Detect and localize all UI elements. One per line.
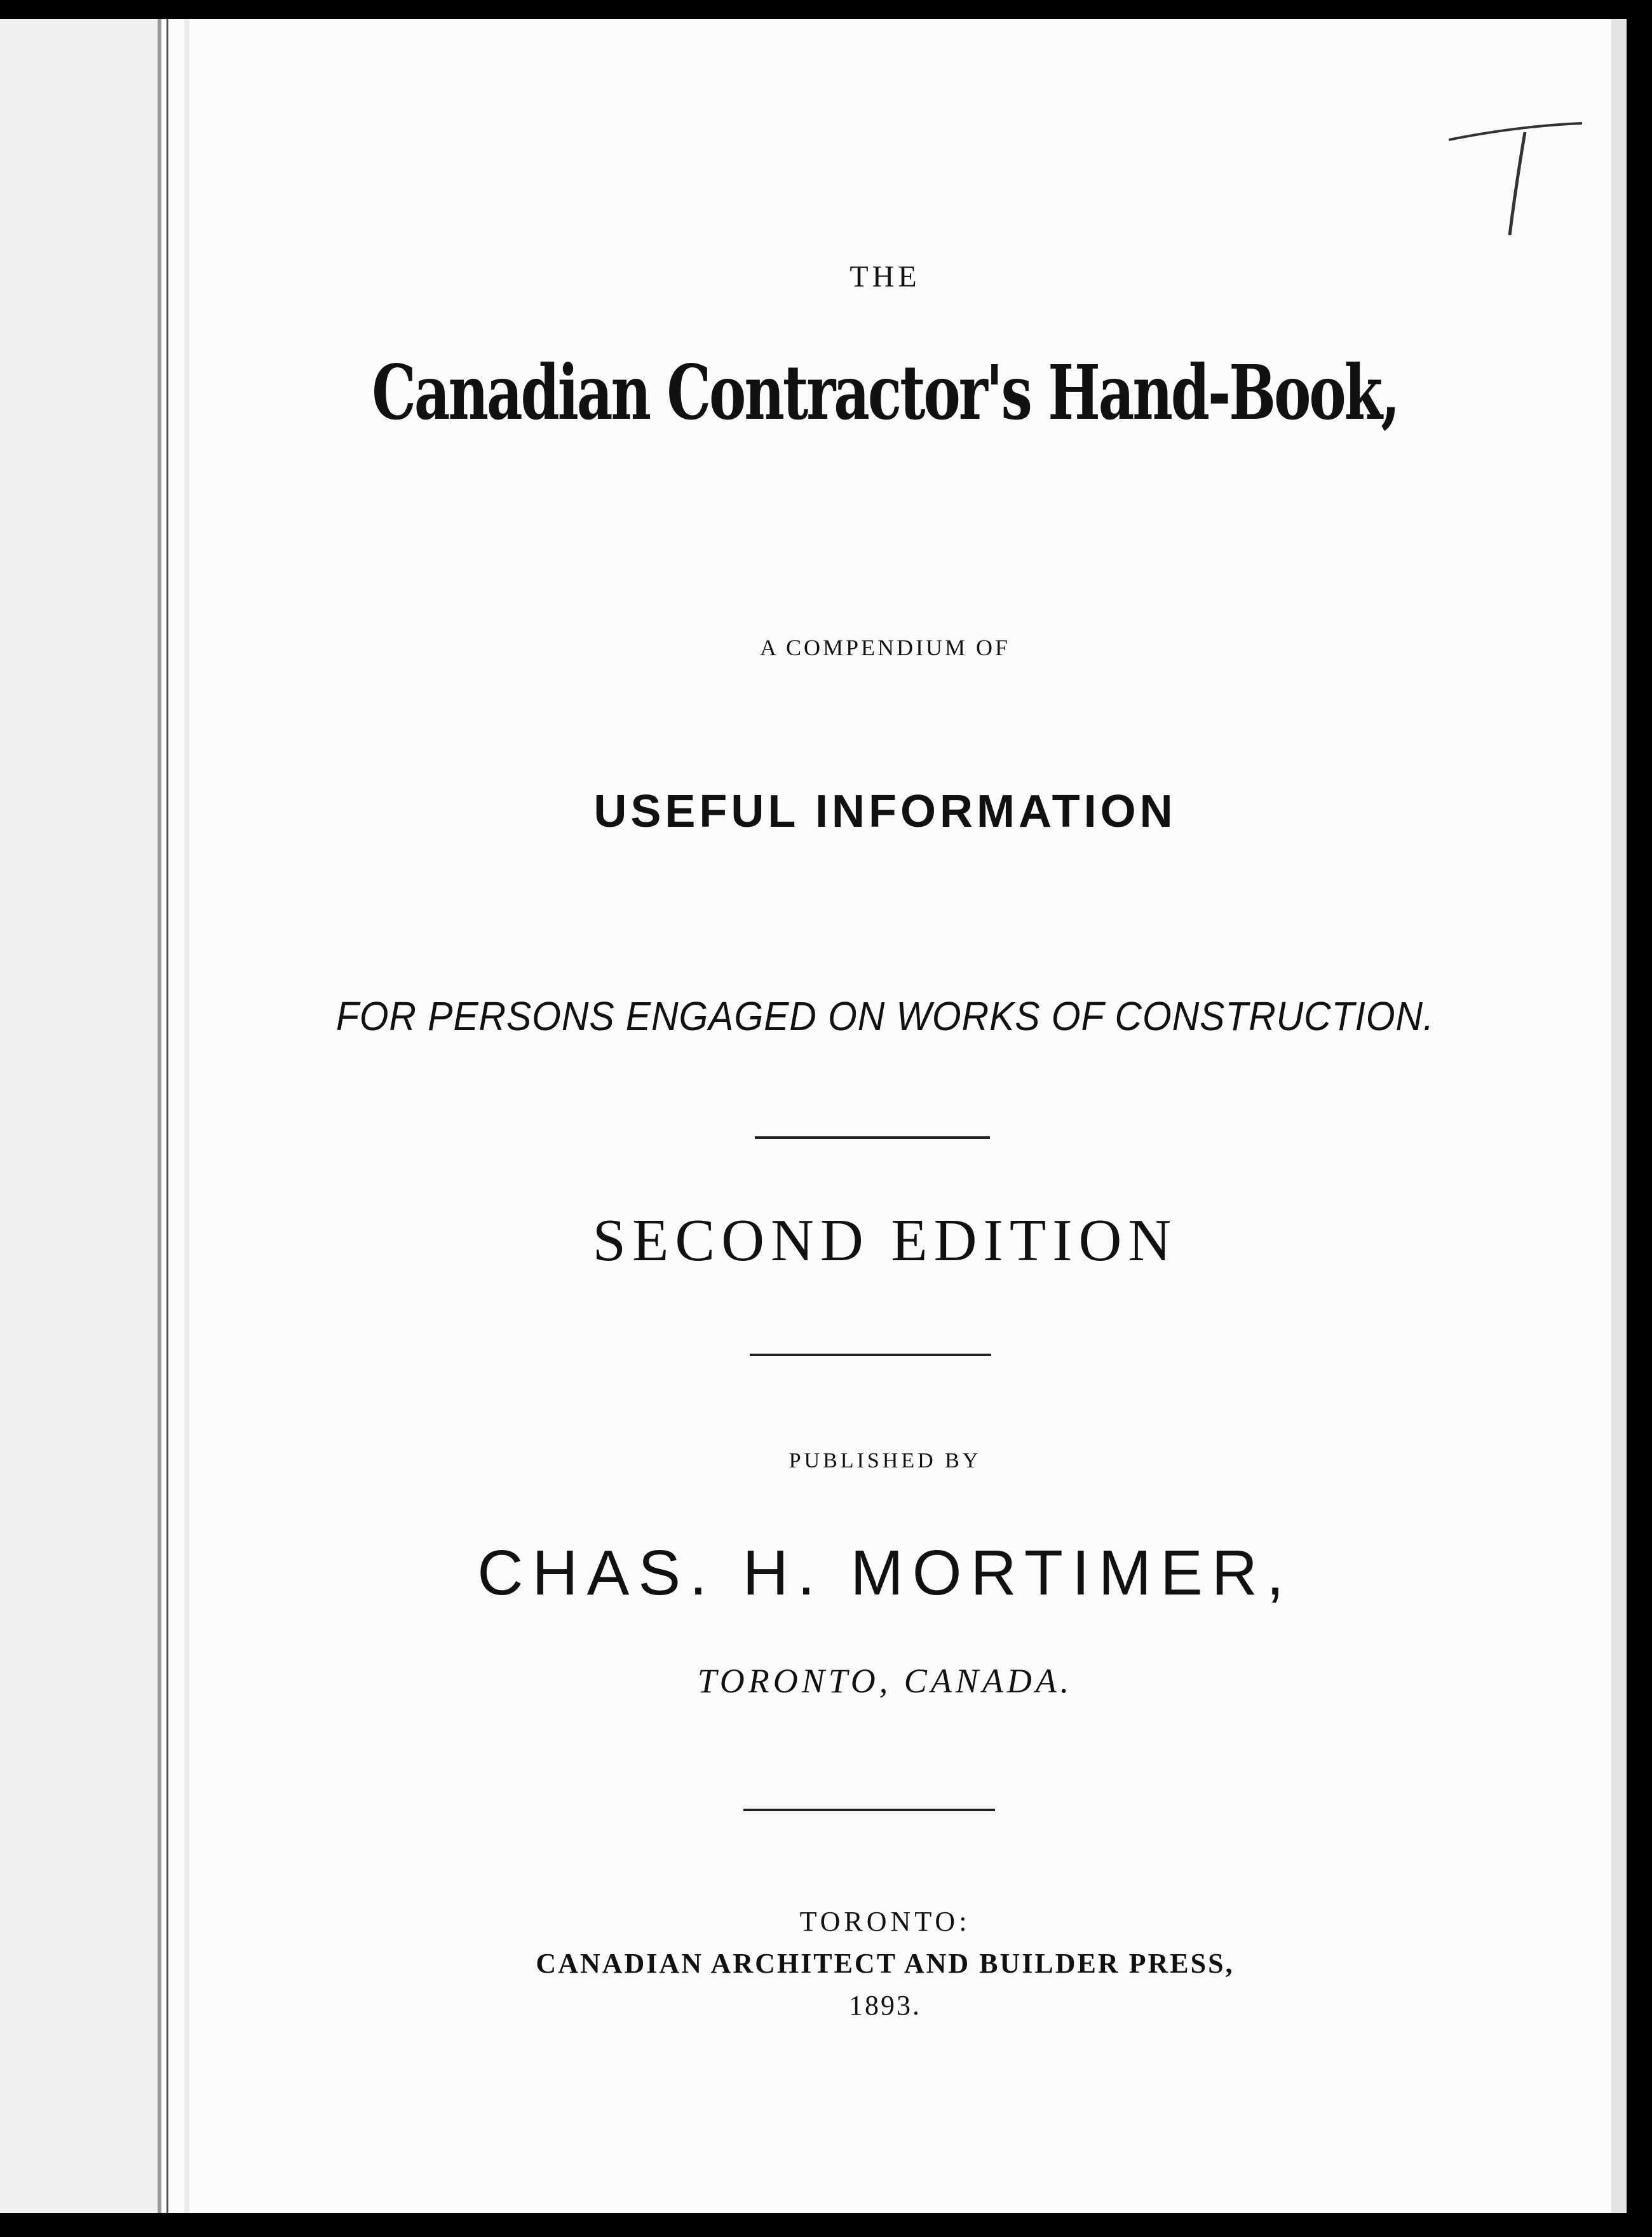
published-by-label: PUBLISHED BY	[789, 1449, 982, 1472]
subtitle-for-persons: FOR PERSONS ENGAGED ON WORKS OF CONSTRUCTION.	[335, 993, 1435, 1039]
subtitle-compendium: A COMPENDIUM OF	[759, 635, 1011, 660]
edition-label: SECOND EDITION	[592, 1207, 1178, 1274]
page-right-edge	[1611, 0, 1627, 2237]
publisher-name: CHAS. H. MORTIMER,	[477, 1537, 1293, 1608]
divider-rule	[755, 1136, 990, 1139]
book-title: Canadian Contractor's Hand-Book,	[372, 348, 1398, 437]
imprint-press: CANADIAN ARCHITECT AND BUILDER PRESS,	[536, 1948, 1235, 1979]
divider-rule	[743, 1809, 995, 1811]
imprint-year: 1893.	[849, 1990, 921, 2021]
divider-rule	[750, 1354, 991, 1356]
publisher-location: TORONTO, CANADA.	[697, 1662, 1073, 1700]
scan-border-right	[1627, 0, 1652, 2237]
subtitle-useful-information: USEFUL INFORMATION	[593, 786, 1177, 837]
page-gutter	[184, 19, 189, 2213]
title-article: THE	[850, 260, 921, 294]
binding-edge	[158, 19, 161, 2213]
handwritten-mark	[1449, 114, 1588, 248]
left-leaf	[0, 19, 159, 2213]
imprint-city: TORONTO:	[799, 1906, 971, 1937]
scan-border-top	[0, 0, 1652, 19]
scan-border-bottom	[0, 2213, 1652, 2237]
binding-line	[166, 19, 168, 2213]
